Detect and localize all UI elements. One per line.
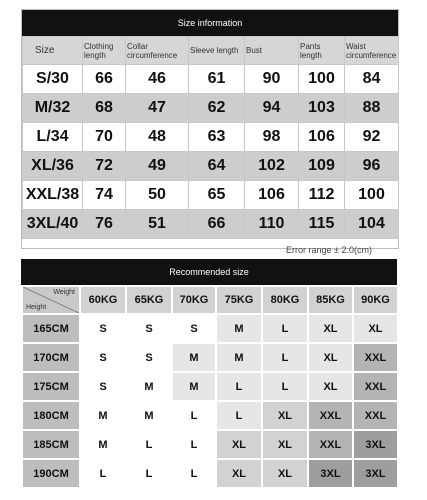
size-value-cell: 90 (245, 65, 299, 94)
recommended-size-cell: XXL (308, 430, 353, 459)
header-bust: Bust (245, 37, 299, 65)
recommended-size-cell: L (80, 459, 126, 488)
size-value-cell: 102 (245, 152, 299, 181)
size-table (22, 36, 399, 239)
recommended-size-cell: L (172, 430, 216, 459)
size-value-cell: 106 (245, 181, 299, 210)
recommended-row (22, 401, 398, 430)
recommended-size-title: Recommended size (21, 259, 397, 285)
size-value-cell: 74 (83, 181, 126, 210)
height-label-cell: 180CM (22, 401, 80, 430)
recommended-size-cell: XXL (353, 372, 398, 401)
weight-header-cell: 90KG (353, 286, 398, 314)
recommended-size-cell: XL (308, 372, 353, 401)
size-value-cell: 115 (299, 210, 345, 239)
height-label-cell: 190CM (22, 459, 80, 488)
recommended-size-cell: L (172, 401, 216, 430)
size-value-cell: 66 (189, 210, 245, 239)
recommended-size-cell: M (216, 314, 262, 343)
size-information-panel (21, 9, 399, 255)
recommended-size-cell: L (216, 401, 262, 430)
height-label-cell: 185CM (22, 430, 80, 459)
size-value-cell: 100 (299, 65, 345, 94)
recommended-size-cell: XL (262, 430, 308, 459)
size-value-cell: 84 (345, 65, 399, 94)
weight-header-cell: 85KG (308, 286, 353, 314)
error-range-note: Error range ± 2.0(cm) (286, 245, 372, 255)
header-size: Size (23, 37, 83, 65)
recommended-size-cell: S (80, 343, 126, 372)
recommended-size-cell: M (172, 343, 216, 372)
weight-header-cell: 70KG (172, 286, 216, 314)
size-value-cell: 103 (299, 94, 345, 123)
size-table-row (23, 152, 399, 181)
recommended-row (22, 430, 398, 459)
size-value-cell: 64 (189, 152, 245, 181)
size-value-cell: 98 (245, 123, 299, 152)
recommended-header-row (22, 286, 398, 314)
weight-header-cell: 80KG (262, 286, 308, 314)
recommended-size-cell: L (262, 314, 308, 343)
recommended-size-cell: L (262, 343, 308, 372)
recommended-size-cell: XL (262, 401, 308, 430)
size-table-row (23, 181, 399, 210)
recommended-size-cell: XL (353, 314, 398, 343)
recommended-size-cell: L (216, 372, 262, 401)
recommended-size-cell: S (80, 372, 126, 401)
size-value-cell: 51 (126, 210, 189, 239)
header-sleeve-length: Sleeve length (189, 37, 245, 65)
recommended-size-cell: L (172, 459, 216, 488)
recommended-size-cell: XL (216, 430, 262, 459)
size-value-cell: 50 (126, 181, 189, 210)
size-value-cell: 68 (83, 94, 126, 123)
recommended-size-cell: XXL (353, 343, 398, 372)
header-clothing-length: Clothing length (83, 37, 126, 65)
size-value-cell: 72 (83, 152, 126, 181)
recommended-size-cell: M (216, 343, 262, 372)
recommended-size-panel (21, 259, 397, 486)
recommended-size-cell: S (172, 314, 216, 343)
recommended-row (22, 314, 398, 343)
size-value-cell: 106 (299, 123, 345, 152)
size-table-row (23, 210, 399, 239)
recommended-size-cell: L (126, 430, 172, 459)
recommended-size-cell: 3XL (308, 459, 353, 488)
recommended-size-cell: XXL (308, 401, 353, 430)
recommended-size-cell: 3XL (353, 459, 398, 488)
size-value-cell: 110 (245, 210, 299, 239)
recommended-size-cell: M (126, 372, 172, 401)
size-table-row (23, 123, 399, 152)
header-waist-circumference: Waist circumference (345, 37, 399, 65)
height-label-cell: 165CM (22, 314, 80, 343)
recommended-size-cell: XL (308, 343, 353, 372)
size-table-header-row (23, 37, 399, 65)
size-information-title: Size information (22, 10, 398, 36)
recommended-size-cell: XL (216, 459, 262, 488)
height-label-cell: 175CM (22, 372, 80, 401)
weight-header-cell: 75KG (216, 286, 262, 314)
recommended-size-cell: L (126, 459, 172, 488)
size-value-cell: 49 (126, 152, 189, 181)
recommended-size-cell: XL (308, 314, 353, 343)
header-pants-length: Pants length (299, 37, 345, 65)
recommended-size-cell: M (80, 401, 126, 430)
size-value-cell: 46 (126, 65, 189, 94)
recommended-size-cell: S (80, 314, 126, 343)
size-value-cell: 70 (83, 123, 126, 152)
recommended-size-cell: M (126, 401, 172, 430)
size-label-cell: S/30 (23, 65, 83, 94)
corner-height-label: Height (26, 304, 47, 311)
recommended-size-cell: XL (262, 459, 308, 488)
size-value-cell: 61 (189, 65, 245, 94)
size-value-cell: 65 (189, 181, 245, 210)
size-label-cell: 3XL/40 (23, 210, 83, 239)
recommended-size-cell: 3XL (353, 430, 398, 459)
size-label-cell: M/32 (23, 94, 83, 123)
size-table-row (23, 65, 399, 94)
recommended-size-cell: XXL (353, 401, 398, 430)
recommended-row (22, 459, 398, 488)
size-value-cell: 109 (299, 152, 345, 181)
recommended-size-cell: L (262, 372, 308, 401)
recommended-size-cell: M (172, 372, 216, 401)
size-label-cell: XL/36 (23, 152, 83, 181)
size-label-cell: XXL/38 (23, 181, 83, 210)
size-value-cell: 76 (83, 210, 126, 239)
recommended-row (22, 343, 398, 372)
corner-weight-label: Weight (53, 289, 75, 296)
size-value-cell: 63 (189, 123, 245, 152)
size-value-cell: 47 (126, 94, 189, 123)
size-value-cell: 66 (83, 65, 126, 94)
header-collar-circumference: Collar circumference (126, 37, 189, 65)
size-table-row (23, 94, 399, 123)
recommended-size-cell: S (126, 314, 172, 343)
size-value-cell: 48 (126, 123, 189, 152)
size-value-cell: 62 (189, 94, 245, 123)
weight-height-corner (22, 286, 80, 314)
size-value-cell: 100 (345, 181, 399, 210)
weight-header-cell: 60KG (80, 286, 126, 314)
size-value-cell: 94 (245, 94, 299, 123)
recommended-size-table (21, 285, 399, 489)
recommended-size-cell: S (126, 343, 172, 372)
size-value-cell: 104 (345, 210, 399, 239)
height-label-cell: 170CM (22, 343, 80, 372)
size-label-cell: L/34 (23, 123, 83, 152)
weight-header-cell: 65KG (126, 286, 172, 314)
recommended-row (22, 372, 398, 401)
size-value-cell: 88 (345, 94, 399, 123)
recommended-size-cell: M (80, 430, 126, 459)
size-value-cell: 96 (345, 152, 399, 181)
size-value-cell: 92 (345, 123, 399, 152)
size-value-cell: 112 (299, 181, 345, 210)
